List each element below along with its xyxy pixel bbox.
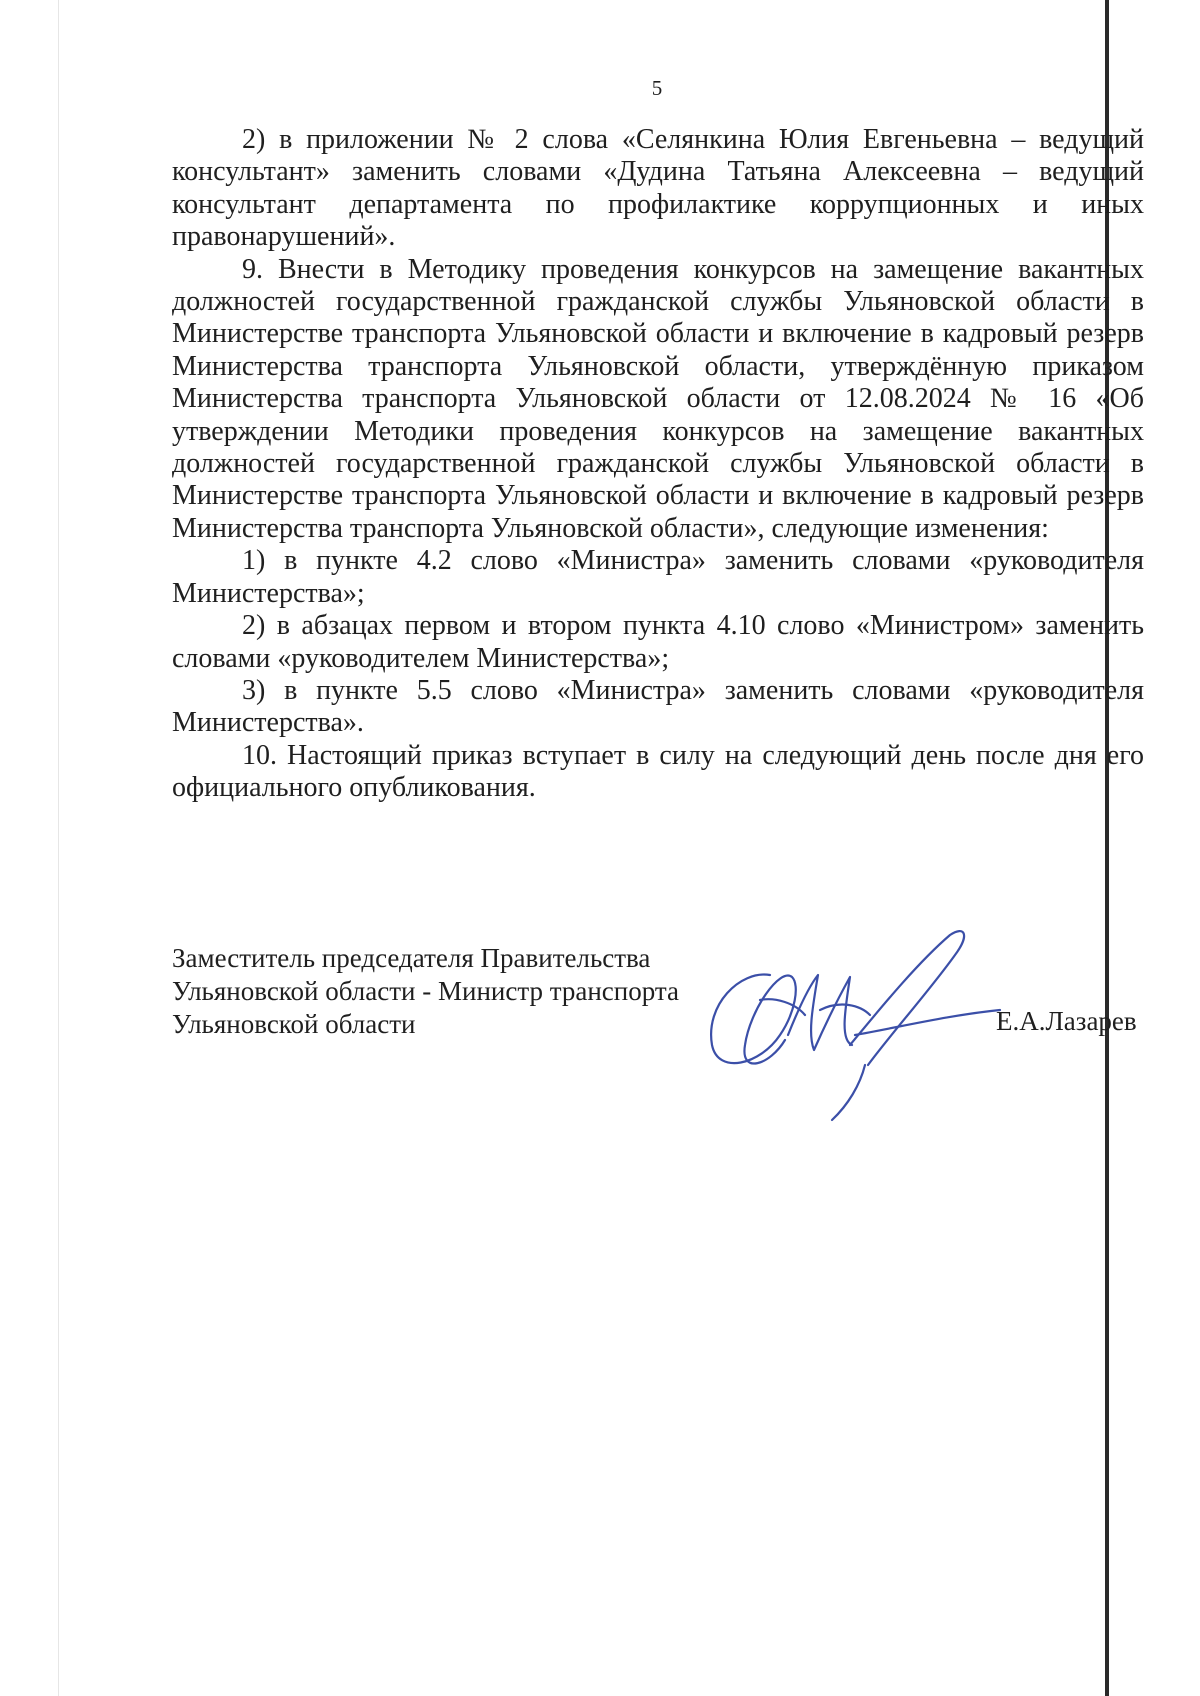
paragraph-item-9-3: 3) в пункте 5.5 слово «Министра» заменить словами «руководителя Министерства». xyxy=(172,674,1144,739)
signature-stroke xyxy=(788,975,852,1050)
paragraph-item-10: 10. Настоящий приказ вступает в силу на следующий день после дня его официального опубликования. xyxy=(172,739,1144,804)
paragraph-item-9-1: 1) в пункте 4.2 слово «Министра» заменить словами «руководителя Министерства»; xyxy=(172,545,1144,609)
paragraph-appendix-2: 2) в приложении № 2 слова «Селянкина Юлия Евгеньевна – ведущий консультант» заменить словами «Дудина Татьяна Алексеевна – ведущий консультант департамента по профилактике коррупционных и иных правонарушений». xyxy=(172,124,1144,253)
signatory-position-line: Заместитель председателя Правительства xyxy=(172,943,651,973)
signature-stroke xyxy=(850,931,964,1065)
signature-stroke xyxy=(832,1065,865,1120)
scan-edge-left xyxy=(58,0,59,1696)
signatory-position-line: Ульяновской области xyxy=(172,1009,416,1039)
page-number: 5 xyxy=(651,76,663,100)
signatory-position-line: Ульяновской области - Министр транспорта xyxy=(172,976,679,1006)
document-body xyxy=(172,124,1144,805)
paragraph-item-9-2: 2) в абзацах первом и втором пункта 4.10 слово «Министром» заменить словами «руководителем Министерства»; xyxy=(172,610,1144,674)
signatory-position xyxy=(172,942,679,1041)
paragraph-item-9: 9. Внести в Методику проведения конкурсов на замещение вакантных должностей государственной гражданской службы Ульяновской области в Министерстве транспорта Ульяновской области и включение в кадровый резерв Министерства транспорта Ульяновской области, утверждённую приказом Министерства транспорта Ульяновской области от 12.08.2024 № 16 «Об утверждении Методики проведения конкурсов на замещение вакантных должностей государственной гражданской службы Ульяновской области в Министерстве транспорта Ульяновской области и включение в кадровый резерв Министерства транспорта Ульяновской области», следующие изменения: xyxy=(172,253,1144,544)
handwritten-signature xyxy=(700,915,1030,1125)
signatory-name: Е.А.Лазарев xyxy=(996,1006,1137,1036)
signature-stroke xyxy=(711,975,796,1064)
